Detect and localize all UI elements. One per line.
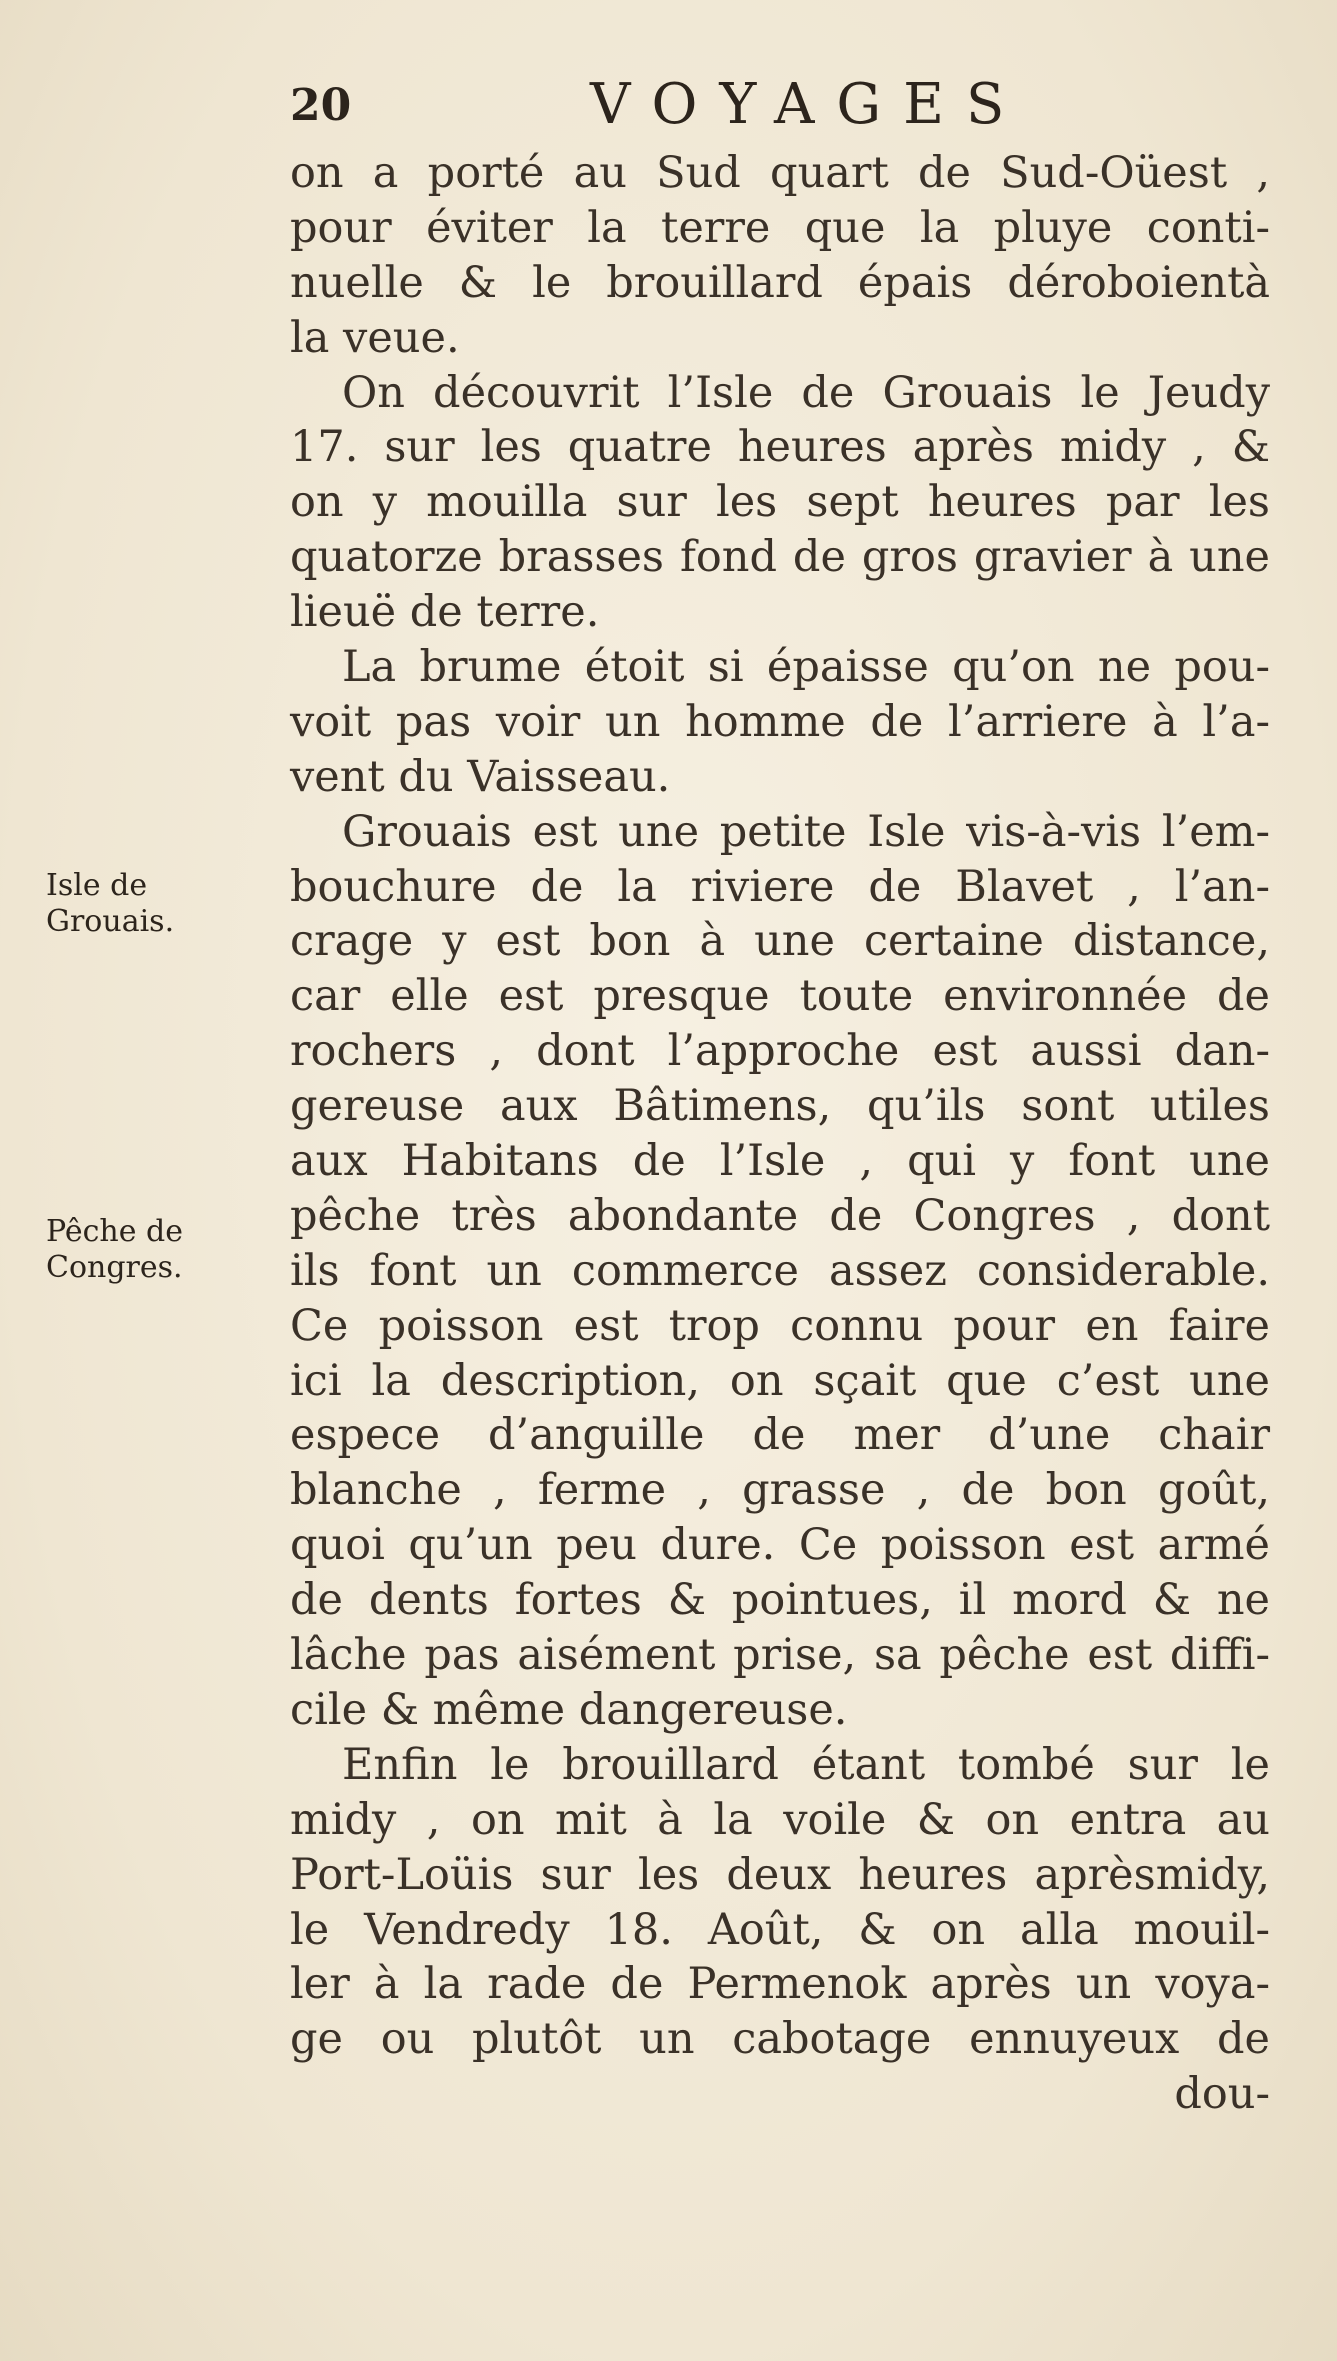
text-line: cile & même dangereuse. <box>290 1684 848 1735</box>
text-line: quoi qu’un peu dure. Ce poisson est armé <box>290 1520 1270 1571</box>
text-line: le Vendredy 18. Août, & on alla mouil- <box>290 1904 1270 1955</box>
text-line: bouchure de la riviere de Blavet , l’an- <box>290 861 1270 912</box>
text-line: midy , on mit à la voile & on entra au <box>290 1794 1270 1845</box>
margin-note-line: Pêche de <box>46 1214 183 1249</box>
text-line: Enfin le brouillard étant tombé sur le <box>342 1739 1270 1790</box>
margin-note-line: Congres. <box>46 1250 183 1285</box>
text-line: pour éviter la terre que la pluye conti- <box>290 202 1270 253</box>
text-line: blanche , ferme , grasse , de bon goût, <box>290 1465 1270 1516</box>
text-line: la veue. <box>290 312 460 363</box>
page-number: 20 <box>290 80 352 131</box>
text-line: La brume étoit si épaisse qu’on ne pou- <box>342 642 1270 693</box>
text-line: aux Habitans de l’Isle , qui y font une <box>290 1136 1270 1187</box>
margin-note-peche-de-congres <box>46 1214 276 1286</box>
body-text <box>290 146 1270 2122</box>
text-line: crage y est bon à une certaine distance, <box>290 916 1270 967</box>
margin-note-line: Grouais. <box>46 904 175 939</box>
text-line: lieuë de terre. <box>290 587 600 638</box>
text-line: quatorze brasses fond de gros gravier à une <box>290 532 1270 583</box>
text-line: rochers , dont l’approche est aussi dan- <box>290 1026 1270 1077</box>
text-line: ils font un commerce assez considerable. <box>290 1245 1270 1296</box>
text-line: lâche pas aisément prise, sa pêche est diffi- <box>290 1630 1270 1681</box>
text-line: on a porté au Sud quart de Sud-Oüest , <box>290 148 1270 198</box>
running-title: VOYAGES <box>590 72 1027 137</box>
catchword: dou- <box>1174 2069 1270 2120</box>
text-line: On découvrit l’Isle de Grouais le Jeudy <box>342 367 1270 418</box>
text-line: 17. sur les quatre heures après midy , & <box>290 422 1270 473</box>
text-line: ge ou plutôt un cabotage ennuyeux de <box>290 2014 1270 2065</box>
text-line: Ce poisson est trop connu pour en faire <box>290 1300 1270 1351</box>
margin-note-line: Isle de <box>46 868 148 903</box>
text-line: nuelle & le brouillard épais déroboientà <box>290 257 1270 308</box>
text-line: Grouais est une petite Isle vis-à-vis l’em- <box>342 806 1270 857</box>
text-line: espece d’anguille de mer d’une chair <box>290 1410 1270 1461</box>
text-line: pêche très abondante de Congres , dont <box>290 1190 1270 1241</box>
margin-note-isle-de-grouais <box>46 868 276 940</box>
text-line: ici la description, on sçait que c’est une <box>290 1355 1270 1406</box>
text-line: voit pas voir un homme de l’arriere à l’a- <box>290 696 1270 747</box>
text-line: Port-Loüis sur les deux heures aprèsmidy, <box>290 1849 1270 1900</box>
page-header <box>290 72 1270 142</box>
text-line: ler à la rade de Permenok après un voya- <box>290 1959 1270 2010</box>
text-line: gereuse aux Bâtimens, qu’ils sont utiles <box>290 1081 1270 1132</box>
text-line: car elle est presque toute environnée de <box>290 971 1270 1022</box>
text-line: on y mouilla sur les sept heures par les <box>290 477 1270 528</box>
text-line: de dents fortes & pointues, il mord & ne <box>290 1575 1270 1626</box>
text-line: vent du Vaisseau. <box>290 751 671 802</box>
